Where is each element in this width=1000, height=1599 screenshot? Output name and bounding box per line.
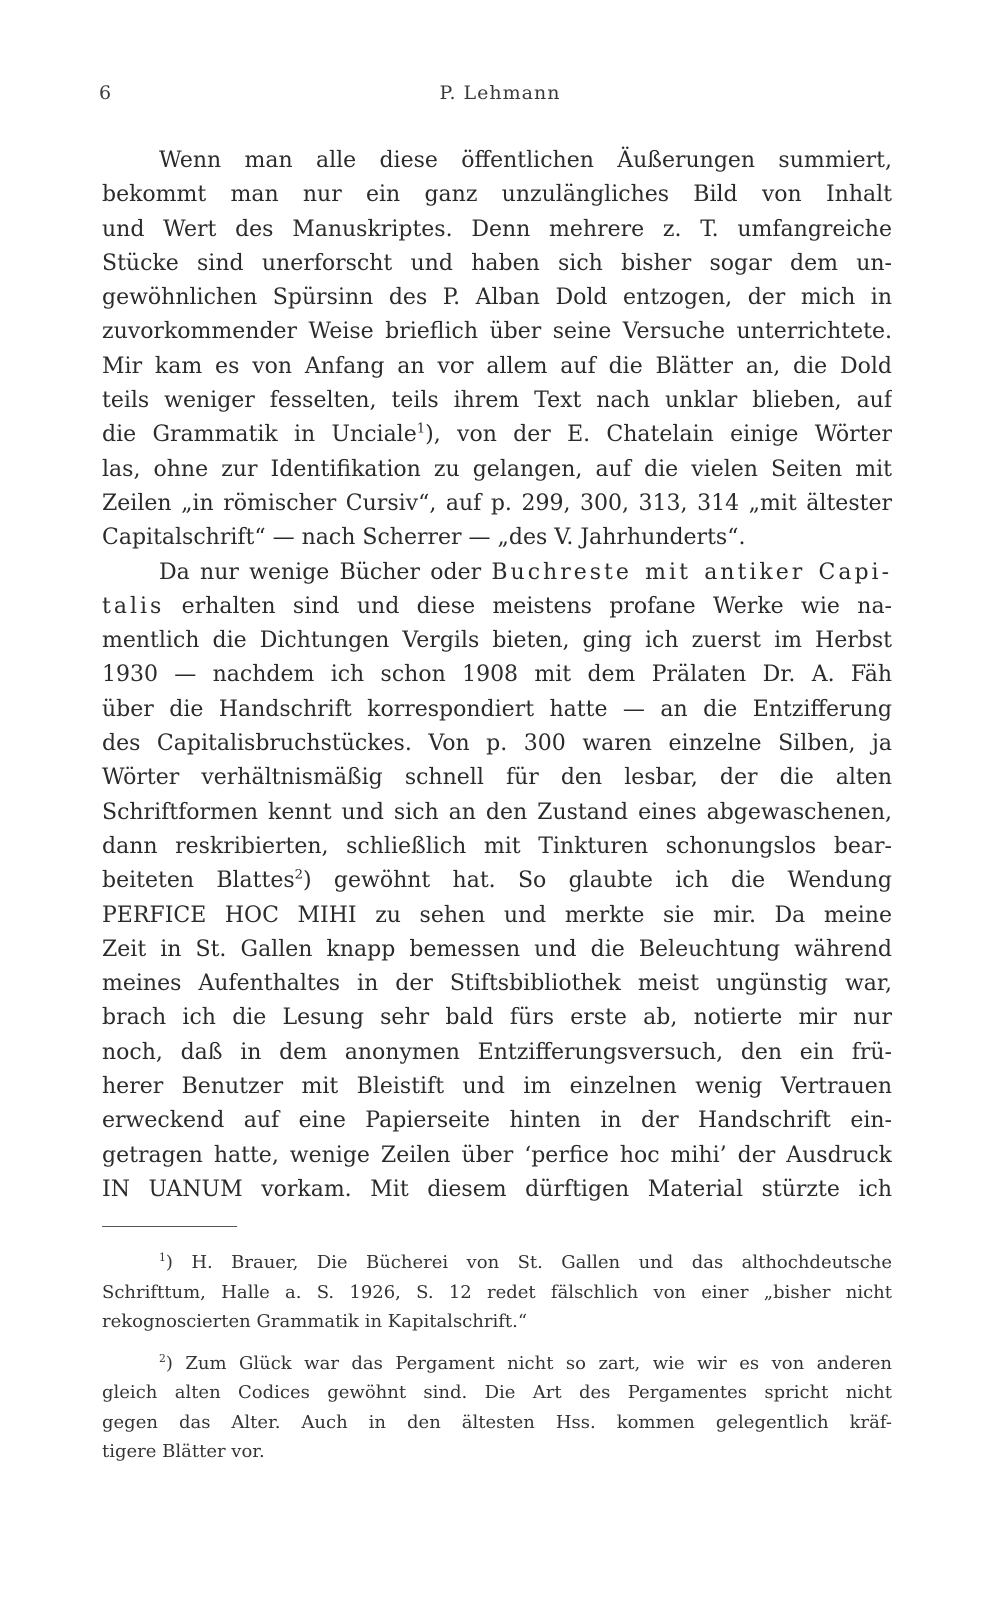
text-line: des Capitalisbruchstückes. Von p. 300 waren einzelne Silben, ja — [102, 731, 892, 757]
text-line: über die Handschrift korrespondiert hatte — an die Entzifferung — [102, 696, 892, 722]
text-segment: ), von der E. Chatelain einige Wörter — [425, 422, 892, 448]
running-head: P. Lehmann — [439, 82, 561, 104]
text-segment: ) Zum Glück war das Pergament nicht so zart, wie wir es von anderen — [165, 1352, 892, 1374]
text-line: herer Benutzer mit Bleistift und im einzelnen wenig Vertrauen — [102, 1074, 892, 1100]
text-line: 1930 — nachdem ich schon 1908 mit dem Prälaten Dr. A. Fäh — [102, 662, 892, 688]
footnote-marker: 2 — [159, 1351, 166, 1365]
footnote-ref[interactable]: 2 — [294, 867, 304, 883]
text-line: Stücke sind unerforscht und haben sich bisher sogar dem un- — [102, 250, 892, 276]
footnote-divider — [102, 1226, 237, 1227]
text-segment: beiteten Blattes — [102, 868, 295, 894]
text-segment: erhalten sind und diese meistens profane Werke wie na- — [164, 593, 892, 619]
text-line: dann reskribierten, schließlich mit Tinkturen schonungslos bear- — [102, 833, 892, 859]
text-line — [102, 418, 892, 452]
text-line: noch, daß in dem anonymen Entzifferungsversuch, den ein frü- — [102, 1039, 892, 1065]
footnote-line: gleich alten Codices gewöhnt sind. Die Art des Pergamentes spricht nicht — [102, 1382, 892, 1403]
text-line: Zeit in St. Gallen knapp bemessen und die Beleuchtung während — [102, 936, 892, 962]
text-segment: Da nur wenige Bücher oder — [159, 559, 492, 585]
page-number: 6 — [99, 82, 112, 104]
text-line: zuvorkommender Weise brieflich über seine Versuche unterrichtete. — [102, 319, 892, 345]
footnote-line: gegen das Alter. Auch in den ältesten Hss. kommen gelegentlich kräf- — [102, 1411, 892, 1433]
text-line: PERFICE HOC MIHI zu sehen und merkte sie mir. Da meine — [102, 902, 892, 928]
text-segment: die Grammatik in Unciale — [102, 422, 417, 448]
text-line: erweckend auf eine Papierseite hinten in der Handschrift ein- — [102, 1108, 892, 1134]
body-text — [102, 144, 892, 1207]
footnotes — [102, 1248, 892, 1467]
text-line: Mir kam es von Anfang an vor allem auf die Blätter an, die Dold — [102, 353, 892, 379]
footnote-line: tigere Blätter vor. — [102, 1441, 265, 1462]
text-segment: ) H. Brauer, Die Bücherei von St. Gallen und das althochdeutsche — [165, 1252, 892, 1273]
text-line: Wenn man alle diese öffentlichen Äußerungen summiert, — [159, 148, 892, 173]
text-line: las, ohne zur Identifikation zu gelangen, auf die vielen Seiten mit — [102, 456, 892, 482]
text-line: teils weniger fesselten, teils ihrem Text nach unklar blieben, auf — [102, 388, 892, 414]
footnote-ref[interactable]: 1 — [416, 422, 426, 438]
footnote-line: rekognoscierten Grammatik in Kapitalschrift.“ — [102, 1311, 528, 1332]
text-line: und Wert des Manuskriptes. Denn mehrere z. T. umfangreiche — [102, 216, 892, 242]
footnote-line — [102, 1349, 892, 1379]
text-segment: ) gewöhnt hat. So glaubte ich die Wendung — [303, 868, 892, 894]
text-line: Capitalschrift“ — nach Scherrer — „des V. Jahrhunderts“. — [102, 525, 746, 551]
text-line: getragen hatte, wenige Zeilen über ‘perfice hoc mihi’ der Ausdruck — [102, 1142, 892, 1168]
text-line — [102, 556, 892, 590]
footnote-line — [102, 1248, 892, 1278]
text-line — [102, 590, 892, 624]
text-line: meines Aufenthaltes in der Stiftsbibliothek meist ungünstig war, — [102, 971, 892, 997]
text-line: bekommt man nur ein ganz unzulängliches Bild von Inhalt — [102, 182, 892, 208]
text-line: mentlich die Dichtungen Vergils bieten, ging ich zuerst im Herbst — [102, 628, 892, 654]
text-line: Wörter verhältnismäßig schnell für den lesbar, der die alten — [102, 765, 892, 791]
spaced-text: talis — [102, 593, 165, 619]
text-line: IN UANUM vorkam. Mit diesem dürftigen Material stürzte ich — [102, 1176, 892, 1202]
footnote-marker: 1 — [159, 1251, 166, 1264]
text-line: gewöhnlichen Spürsinn des P. Alban Dold entzogen, der mich in — [102, 285, 892, 311]
text-line: Schriftformen kennt und sich an den Zustand eines abgewaschenen, — [102, 799, 892, 825]
spaced-text: Buchreste mit antiker Capi- — [491, 559, 892, 585]
text-line — [102, 864, 892, 898]
text-line: brach ich die Lesung sehr bald fürs erste ab, notierte mir nur — [102, 1005, 892, 1031]
footnote-line: Schrifttum, Halle a. S. 1926, S. 12 redet fälschlich von einer „bisher nicht — [102, 1281, 892, 1303]
text-line: Zeilen „in römischer Cursiv“, auf p. 299, 300, 313, 314 „mit ältester — [102, 490, 892, 516]
